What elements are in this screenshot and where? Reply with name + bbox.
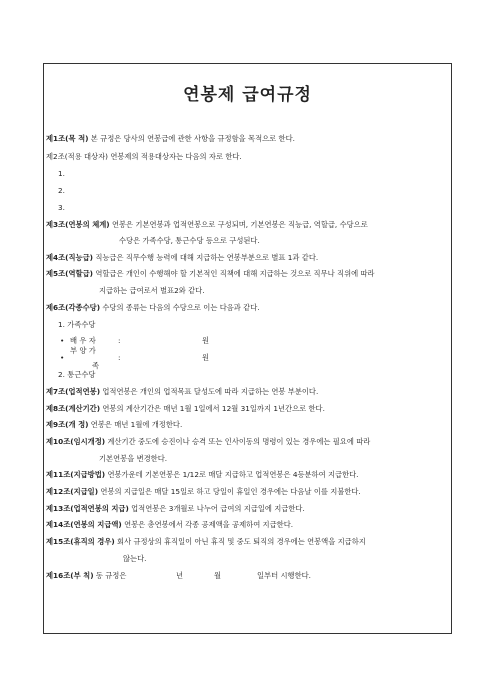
article-15-cont: 않는다.: [123, 554, 147, 563]
dependent-row-a: 부 양 가: [70, 346, 96, 355]
enum-3: 3.: [58, 203, 65, 212]
bullet-icon: •: [60, 353, 65, 362]
family-allowance: 1. 가족수당: [58, 320, 96, 329]
article-13: 제13조(업적연봉의 지급) 업적연봉은 3개월로 나누어 급여의 지급일에 지급한다.: [46, 504, 305, 513]
article-7: 제7조(업적연봉) 업적연봉은 개인의 업적목표 달성도에 따라 지급하는 연봉 부분이다.: [46, 387, 319, 396]
dependent-row: • : 원: [60, 353, 210, 362]
commute-allowance: 2. 통근수당: [58, 370, 96, 379]
article-4: 제4조(직능급) 직능급은 직무수행 능력에 대해 지급하는 연봉부분으로 별표 1과 같다.: [46, 253, 319, 262]
enum-1: 1.: [58, 169, 65, 178]
article-5-cont: 지급하는 급여로서 별표2와 같다.: [99, 286, 205, 295]
article-3: 제3조(연봉의 체계) 연봉은 기본연봉과 업적연봉으로 구성되며, 기본연봉은 직능급, 역할급, 수당으로: [46, 220, 368, 229]
article-6: 제6조(각종수당) 수당의 종류는 다음의 수당으로 이는 다음과 같다.: [46, 303, 260, 312]
article-5: 제5조(역할급) 역할급은 개인이 수행해야 할 기본적인 직책에 대해 지급하는 것으로 직무나 직위에 따라: [46, 269, 375, 278]
article-1: 제1조(목 적) 본 규정은 당사의 연봉급에 관한 사항을 규정함을 목적으로 한다.: [46, 134, 295, 143]
enum-2: 2.: [58, 186, 65, 195]
bullet-icon: •: [60, 336, 65, 345]
article-10-cont: 기본연봉을 변경한다.: [99, 454, 168, 463]
spouse-row: • 배 우 자 : 원: [60, 336, 210, 345]
article-12: 제12조(지급일) 연봉의 지급일은 매달 15일로 하고 당일이 휴일인 경우에는 다음날 이를 지불한다.: [46, 487, 361, 496]
article-11: 제11조(지급방법) 연봉가운데 기본연봉은 1/12로 매달 지급하고 업적연봉은 4등분하여 지급한다.: [46, 470, 359, 479]
article-2: 제2조(적용 대상자) 연봉제의 적용대상자는 다음의 자로 한다.: [46, 152, 242, 161]
article-14: 제14조(연봉의 지급액) 연봉은 총연봉에서 각종 공제액을 공제하여 지급한다.: [46, 520, 294, 529]
document-title: 연봉제 급여규정: [183, 85, 312, 105]
dependent-row-b: 족: [92, 361, 100, 370]
article-8: 제8조(계산기간) 연봉의 계산기간은 매년 1월 1일에서 12월 31일까지 1년간으로 한다.: [46, 404, 325, 413]
document-frame: [43, 63, 452, 634]
article-9: 제9조(개 정) 연봉은 매년 1월에 개정한다.: [46, 420, 183, 429]
article-16: 제16조(부 칙) 동 규정은 년 월 일부터 시행한다.: [46, 571, 311, 580]
article-3-cont: 수당은 가족수당, 통근수당 등으로 구성된다.: [119, 236, 260, 245]
article-15: 제15조(휴직의 경우) 회사 규정상의 휴직일이 아닌 휴직 및 중도 퇴직의 경우에는 연봉액을 지급하지: [46, 537, 366, 546]
article-10: 제10조(임시개정) 계산기간 중도에 승진이나 승격 또는 인사이동의 명령이 있는 경우에는 필요에 따라: [46, 437, 371, 446]
